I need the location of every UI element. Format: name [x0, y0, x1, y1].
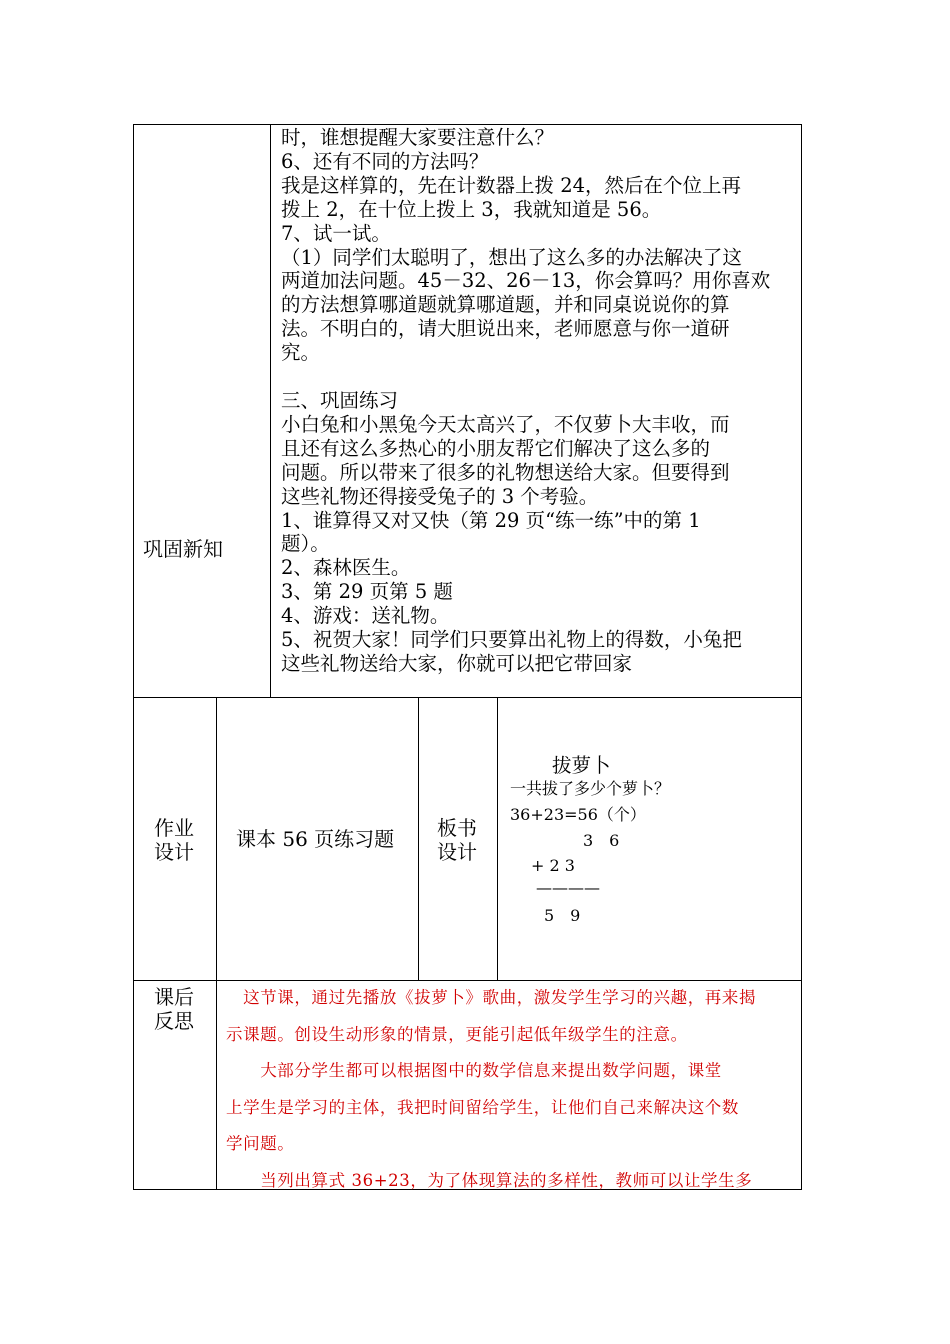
board-vertical-result: 5 9 [544, 906, 581, 925]
reflection-line: 当列出算式 36+23，为了体现算法的多样性，教师可以让学生多 [226, 1170, 753, 1190]
reflection-label-line2: 反思 [154, 1009, 194, 1033]
board-vertical-row1: 3 6 [583, 831, 620, 850]
board-label-line1: 板书 [437, 816, 477, 840]
text-line: 这些礼物送给大家，你就可以把它带回家 [281, 651, 633, 675]
table-row-divider [133, 697, 802, 698]
text-line: 拨上 2，在十位上拨上 3，我就知道是 56。 [281, 197, 662, 221]
homework-label-line1: 作业 [154, 816, 194, 840]
column-divider [497, 697, 498, 981]
text-line: 且还有这么多热心的小朋友帮它们解决了这么多的 [281, 436, 711, 460]
board-label-line2: 设计 [437, 840, 477, 864]
text-line: 这些礼物还得接受兔子的 3 个考验。 [281, 484, 599, 508]
table-right-border [801, 124, 802, 1190]
text-line: 题）。 [281, 532, 330, 556]
table-top-border [133, 124, 802, 125]
text-line: 3、第 29 页第 5 题 [281, 580, 453, 604]
reflection-line: 上学生是学习的主体，我把时间留给学生，让他们自己来解决这个数 [226, 1097, 739, 1117]
text-line: 法。不明白的，请大胆说出来，老师愿意与你一道研 [281, 317, 730, 341]
text-line: 三、巩固练习 [281, 388, 399, 412]
reflection-label-line1: 课后 [154, 985, 194, 1009]
reflection-line: 学问题。 [226, 1134, 295, 1153]
text-line: 7、试一试。 [281, 221, 391, 245]
board-question: 一共拔了多少个萝卜？ [510, 779, 671, 798]
board-vertical-rule: ———— [536, 878, 600, 897]
text-line: （1）同学们太聪明了，想出了这么多的办法解决了这 [281, 245, 742, 269]
text-line: 4、游戏：送礼物。 [281, 604, 450, 628]
text-line: 1、谁算得又对又快（第 29 页“练一练”中的第 1 [281, 508, 701, 532]
text-line: 究。 [281, 341, 321, 365]
homework-content: 课本 56 页练习题 [236, 827, 395, 851]
text-line: 问题。所以带来了很多的礼物想送给大家。但要得到 [281, 460, 730, 484]
board-title: 拔萝卜 [552, 754, 611, 777]
consolidate-content [281, 126, 791, 676]
text-line: 5、祝贺大家！同学们只要算出礼物上的得数，小兔把 [281, 628, 742, 652]
homework-label [154, 816, 194, 864]
reflection-content [226, 980, 792, 1199]
reflection-label [154, 985, 194, 1033]
reflection-line: 这节课，通过先播放《拔萝卜》歌曲，激发学生学习的兴趣，再来揭 [226, 988, 757, 1007]
column-divider [216, 697, 217, 1190]
text-line: 我是这样算的，先在计数器上拨 24，然后在个位上再 [281, 173, 742, 197]
text-line [281, 365, 791, 389]
section-label-consolidate: 巩固新知 [143, 537, 223, 561]
column-divider [270, 124, 271, 698]
text-line: 时，谁想提醒大家要注意什么？ [281, 126, 555, 149]
text-line: 的方法想算哪道题就算哪道题，并和同桌说说你的算 [281, 293, 730, 317]
reflection-line: 示课题。创设生动形象的情景，更能引起低年级学生的注意。 [226, 1024, 688, 1044]
reflection-line: 大部分学生都可以根据图中的数学信息来提出数学问题，课堂 [226, 1061, 722, 1080]
text-line: 6、还有不同的方法吗？ [281, 149, 489, 173]
text-line: 2、森林医生。 [281, 556, 411, 580]
table-left-border [133, 124, 134, 1190]
board-label [437, 816, 477, 864]
text-line: 小白兔和小黑兔今天太高兴了，不仅萝卜大丰收，而 [281, 412, 730, 436]
homework-label-line2: 设计 [154, 840, 194, 864]
board-equation: 36+23=56（个） [510, 805, 646, 824]
text-line: 两道加法问题。45－32、26－13，你会算吗？用你喜欢 [281, 269, 771, 293]
column-divider [418, 697, 419, 981]
board-vertical-row2: + 2 3 [531, 856, 575, 875]
